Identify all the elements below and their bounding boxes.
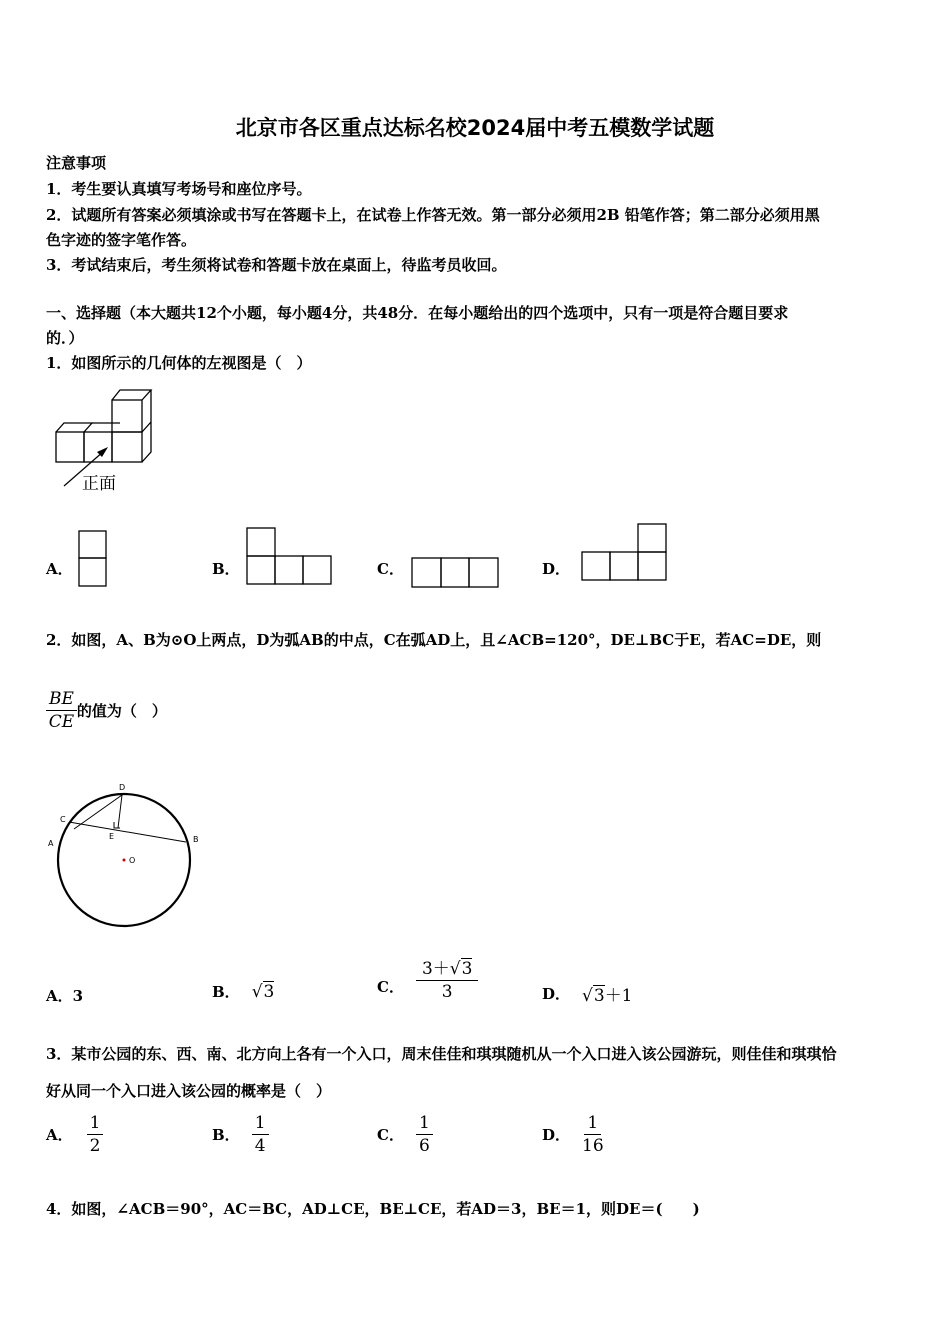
q1-option-c-figure[interactable] [411,557,501,589]
q3-option-b[interactable]: B． $\frac{1}{4}$ [212,1112,269,1157]
section-heading: 一、选择题（本大题共12个小题，每小题4分，共48分．在每小题给出的四个选项中，只有一项是符合题目要求 [46,304,789,322]
q1-figure-solid [50,385,160,495]
label-c: C [60,815,66,824]
q2-option-b[interactable]: B． √3 [212,981,275,1002]
fraction-be-ce: $\frac{BE}{CE}$ [46,688,77,733]
question-2-stem-cont: $\frac{BE}{CE}$ 的值为（ ） [46,688,167,733]
question-1-stem: 1．如图所示的几何体的左视图是（ ） [46,354,312,372]
question-2-stem: 2．如图，A、B为⊙O上两点，D为弧AB的中点，C在弧AD上，且∠ACB=120°，DE⊥BC于E，若AC=DE，则 [46,631,822,649]
label-a: A [48,839,54,848]
page-title: 北京市各区重点达标名校2024届中考五模数学试题 [235,116,715,140]
label-b: B [193,835,199,844]
question-4-stem: 4．如图，∠ACB＝90°，AC＝BC，AD⊥CE，BE⊥CE，若AD＝3，BE＝1，则DE＝( ) [46,1200,700,1218]
label-d: D [119,783,126,792]
note-item: 2．试题所有答案必须填涂或书写在答题卡上，在试卷上作答无效。第一部分必须用2B 铅笔作答；第二部分必须用黑 [46,206,820,224]
q2-option-a[interactable]: A．3 [46,987,84,1005]
q3-option-d[interactable]: D． $\frac{1}{16}$ [542,1113,604,1156]
q3-option-c[interactable]: C． $\frac{1}{6}$ [377,1112,433,1157]
note-item: 色字迹的签字笔作答。 [46,231,197,249]
question-3-stem-cont: 好从同一个入口进入该公园的概率是（ ） [46,1082,332,1100]
q1-option-d-figure[interactable] [581,523,669,583]
section-heading-cont: 的．） [46,329,84,347]
q1-option-b-figure[interactable] [246,527,334,587]
label-o: O [129,856,136,865]
front-label: 正面 [82,474,116,494]
label-e: E [109,832,115,841]
note-item: 3．考试结束后，考生须将试卷和答题卡放在桌面上，待监考员收回。 [46,256,507,274]
question-3-stem: 3．某市公园的东、西、南、北方向上各有一个入口，周末佳佳和琪琪随机从一个入口进入该公园游玩，则佳佳和琪琪恰 [46,1045,837,1063]
q2-option-c[interactable]: C． $\frac{3+√3}{3}$ [377,958,478,1003]
q2-circle-figure [45,780,210,935]
q1-option-b-label[interactable]: B． [212,560,240,578]
q1-option-a-label[interactable]: A． [46,560,73,578]
q3-option-a[interactable]: A． $\frac{1}{2}$ [46,1112,103,1157]
q1-option-c-label[interactable]: C． [377,560,404,578]
note-item: 1．考生要认真填写考场号和座位序号。 [46,180,312,198]
notes-heading: 注意事项 [46,154,107,172]
q1-option-a-figure[interactable] [78,530,108,588]
q2-option-d[interactable]: D． √3＋1 [542,985,633,1006]
q1-option-d-label[interactable]: D． [542,560,571,578]
